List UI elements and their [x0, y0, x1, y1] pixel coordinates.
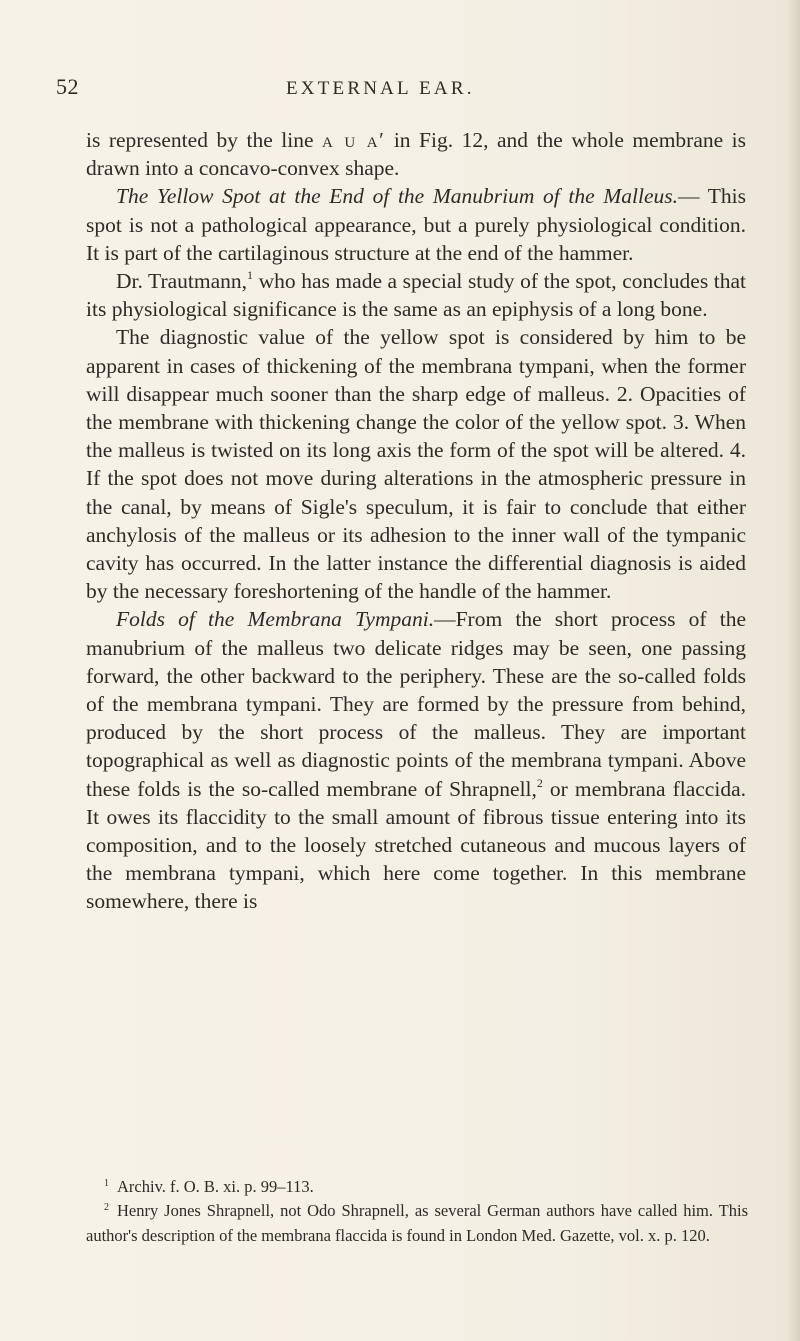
footnotes	[86, 1176, 748, 1246]
section-heading-folds: Folds of the Membrana Tympani.	[116, 607, 435, 632]
paragraph-text: —From the short process of the manubrium of the malleus two delicate ridges may be seen, one passing forward, the other backward to the periphery. These are the so-called folds of the membrana tympani. They are formed by the pressure from behind, produced by the short process of the malleus. They are important topographical as well as diagnostic points of the membrana tympani. Above these folds is the so-called membrane of Shrapnell,	[86, 607, 747, 801]
paragraph-diagnostic-value	[86, 323, 746, 605]
page-number: 52	[56, 74, 79, 99]
footnote-ref-2[interactable]: 2	[536, 775, 543, 790]
running-head: EXTERNAL EAR.	[286, 78, 475, 99]
paragraph-text: in Fig. 12, and the whole membrane is drawn into a concavo-convex shape.	[86, 128, 747, 181]
footnote-ref-1[interactable]: 1	[247, 267, 254, 282]
paragraph-text: — This spot is not a pathological appearance, but a purely physiological condition. It is part of the cartilaginous structure at the end of the hammer.	[86, 184, 746, 265]
page-edge-shadow	[786, 0, 800, 1341]
section-heading-yellow-spot: The Yellow Spot at the End of the Manubrium of the Malleus.	[116, 184, 678, 209]
footnote-1	[86, 1176, 748, 1200]
paragraph-trautmann	[86, 267, 746, 323]
paragraph-text: who has made a special study of the spot, concludes that its physiological significance is the same as an epiphysis of a long bone.	[86, 269, 747, 322]
footnote-marker: 2	[104, 1202, 109, 1214]
paragraph-continuation	[86, 126, 746, 182]
paragraph-text: or membrana flaccida. It owes its flaccidity to the small amount of fibrous tissue entering into its composition, and to the loosely stretched cutaneous and mucous layers of the membrana tympani, which here come together. In this membrane somewhere, there is	[86, 776, 746, 914]
paragraph-text: The diagnostic value of the yellow spot is considered by him to be apparent in cases of thickening of the membrana tympani, when the former will disappear much sooner than the sharp edge of malleus. 2. Opacities of the membrane with thickening change the color of the yellow spot. 3. When the malleus is twisted on its long axis the form of the spot will be altered. 4. If the spot does not move during alterations in the atmospheric pressure in the canal, by means of Sigle's speculum, it is fair to conclude that either anchylosis of the malleus or its adhesion to the inner wall of the tympanic cavity has occurred. In the latter instance the differential diagnosis is aided by the necessary foreshortening of the handle of the hammer.	[86, 325, 746, 604]
body-text	[86, 126, 746, 916]
figure-line-label: a u a′	[322, 128, 386, 152]
footnote-text: Henry Jones Shrapnell, not Odo Shrapnell, as several German authors have called him. This author's description of the membrana flaccida is found in London Med. Gazette, vol. x. p. 120.	[86, 1201, 748, 1245]
paragraph-text: is represented by the line	[86, 128, 314, 152]
footnote-text: Archiv. f. O. B. xi. p. 99–113.	[117, 1177, 314, 1196]
page-header	[56, 74, 746, 104]
footnote-2	[86, 1200, 748, 1246]
paragraph-text: Dr. Trautmann,	[116, 269, 248, 294]
paragraph-yellow-spot	[86, 182, 746, 267]
paragraph-folds	[86, 605, 746, 915]
footnote-marker: 1	[104, 1178, 109, 1189]
